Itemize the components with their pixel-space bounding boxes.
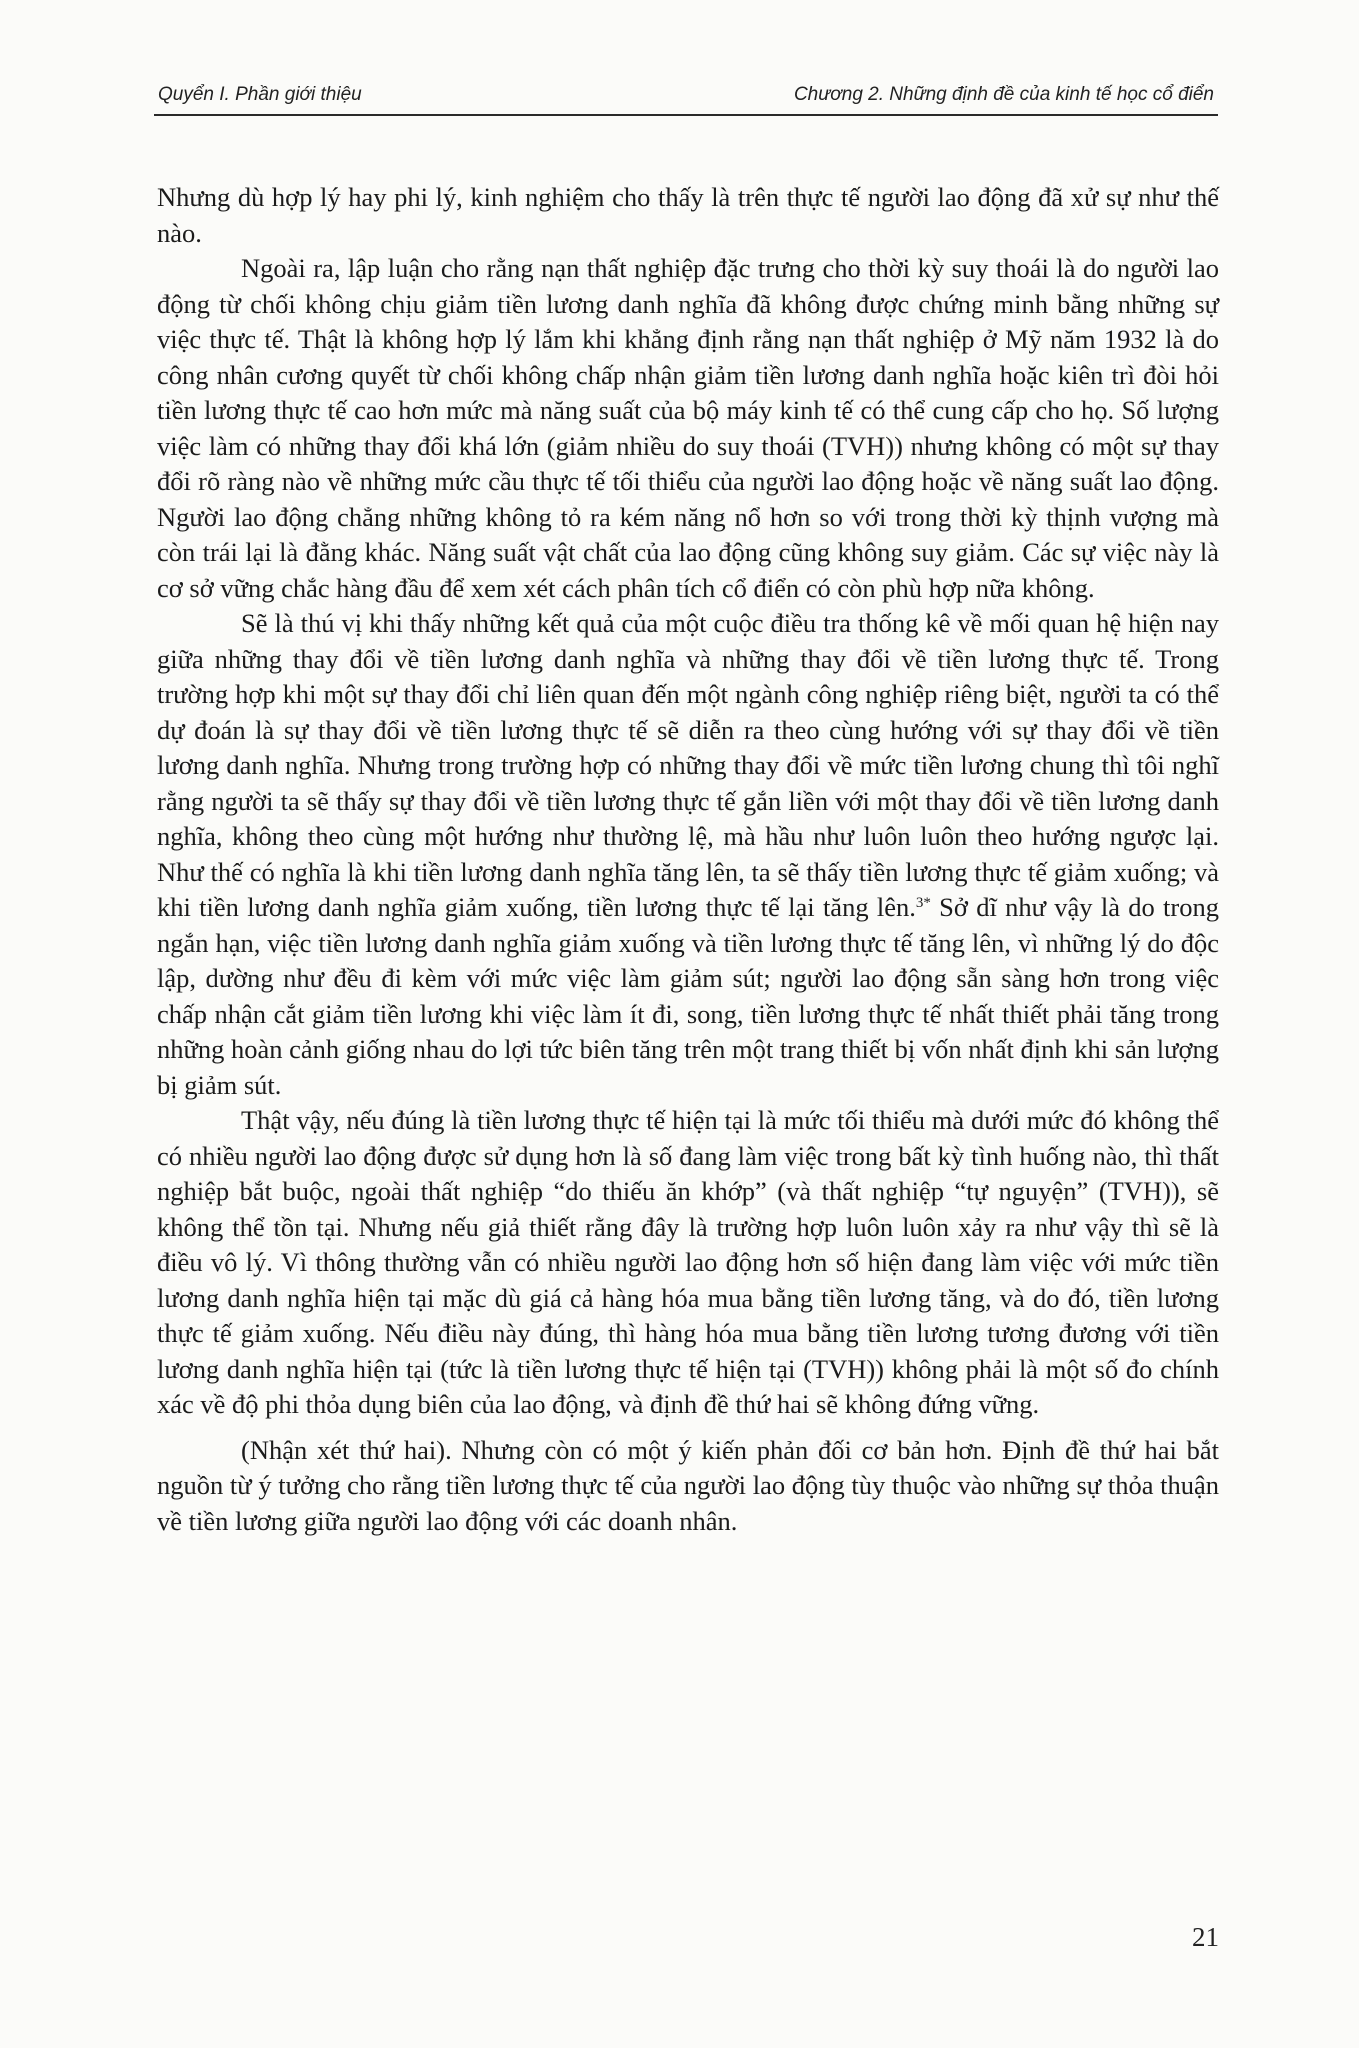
paragraph-4: Thật vậy, nếu đúng là tiền lương thực tế hiện tại là mức tối thiểu mà dưới mức đó không thể có nhiều người lao động được sử dụng hơn là số đang làm việc trong bất kỳ tình huống nào, thì thất nghiệp bắt buộc, ngoài thất nghiệp “do thiếu ăn khớp” (và thất nghiệp “tự nguyện” (TVH)), sẽ không thể tồn tại. Nhưng nếu giả thiết rằng đây là trường hợp luôn luôn xảy ra như vậy thì sẽ là điều vô lý. Vì thông thường vẫn có nhiều người lao động hơn số hiện đang làm việc với mức tiền lương danh nghĩa hiện tại mặc dù giá cả hàng hóa mua bằng tiền lương tăng, và do đó, tiền lương thực tế giảm xuống. Nếu điều này đúng, thì hàng hóa mua bằng tiền lương tương đương với tiền lương danh nghĩa hiện tại (tức là tiền lương thực tế hiện tại (TVH)) không phải là một số đo chính xác về độ phi thỏa dụng biên của lao động, và định đề thứ hai sẽ không đứng vững. [157,1105,1219,1419]
header-book-part: Quyển I. Phần giới thiệu [158,84,362,105]
page-number: 21 [1192,1922,1219,1952]
header-chapter-title: Chương 2. Những định đề của kinh tế học cổ điển [793,84,1214,105]
paragraph-3 [157,606,1219,1103]
paragraph-1: Nhưng dù hợp lý hay phi lý, kinh nghiệm cho thấy là trên thực tế người lao động đã xử sự như thế nào. [157,182,1219,248]
paragraph-2: Ngoài ra, lập luận cho rằng nạn thất nghiệp đặc trưng cho thời kỳ suy thoái là do người lao động từ chối không chịu giảm tiền lương danh nghĩa đã không được chứng minh bằng những sự việc thực tế. Thật là không hợp lý lắm khi khẳng định rằng nạn thất nghiệp ở Mỹ năm 1932 là do công nhân cương quyết từ chối không chấp nhận giảm tiền lương danh nghĩa hoặc kiên trì đòi hỏi tiền lương thực tế cao hơn mức mà năng suất của bộ máy kinh tế có thể cung cấp cho họ. Số lượng việc làm có những thay đổi khá lớn (giảm nhiều do suy thoái (TVH)) nhưng không có một sự thay đổi rõ ràng nào về những mức cầu thực tế tối thiểu của người lao động hoặc về năng suất lao động. Người lao động chẳng những không tỏ ra kém năng nổ hơn so với trong thời kỳ thịnh vượng mà còn trái lại là đằng khác. Năng suất vật chất của lao động cũng không suy giảm. Các sự việc này là cơ sở vững chắc hàng đầu để xem xét cách phân tích cổ điển có còn phù hợp nữa không. [157,253,1219,603]
running-header [154,78,1218,116]
footnote-marker: 3* [915,895,931,911]
body-text [157,180,1219,1539]
paragraph-3-part-1: Sẽ là thú vị khi thấy những kết quả của một cuộc điều tra thống kê về mối quan hệ hiện nay giữa những thay đổi về tiền lương danh nghĩa và những thay đổi về tiền lương thực tế. Trong trường hợp khi một sự thay đổi chỉ liên quan đến một ngành công nghiệp riêng biệt, người ta có thể dự đoán là sự thay đổi về tiền lương thực tế sẽ diễn ra theo cùng hướng với sự thay đổi về tiền lương danh nghĩa. Nhưng trong trường hợp có những thay đổi về mức tiền lương chung thì tôi nghĩ rằng người ta sẽ thấy sự thay đổi về tiền lương thực tế gắn liền với một thay đổi về tiền lương danh nghĩa, không theo cùng một hướng như thường lệ, mà hầu như luôn luôn theo hướng ngược lại. Như thế có nghĩa là khi tiền lương danh nghĩa tăng lên, ta sẽ thấy tiền lương thực tế giảm xuống; và khi tiền lương danh nghĩa giảm xuống, tiền lương thực tế lại tăng lên. [157,608,1219,922]
paragraph-3-part-2: Sở dĩ như vậy là do trong ngắn hạn, việc tiền lương danh nghĩa giảm xuống và tiền lương thực tế tăng lên, vì những lý do độc lập, dường như đều đi kèm với mức việc làm giảm sút; người lao động sẵn sàng hơn trong việc chấp nhận cắt giảm tiền lương khi việc làm ít đi, song, tiền lương thực tế nhất thiết phải tăng trong những hoàn cảnh giống nhau do lợi tức biên tăng trên một trang thiết bị vốn nhất định khi sản lượng bị giảm sút. [157,892,1219,1100]
paragraph-5: (Nhận xét thứ hai). Nhưng còn có một ý kiến phản đối cơ bản hơn. Định đề thứ hai bắt nguồn từ ý tưởng cho rằng tiền lương thực tế của người lao động tùy thuộc vào những sự thỏa thuận về tiền lương giữa người lao động với các doanh nhân. [157,1434,1219,1536]
